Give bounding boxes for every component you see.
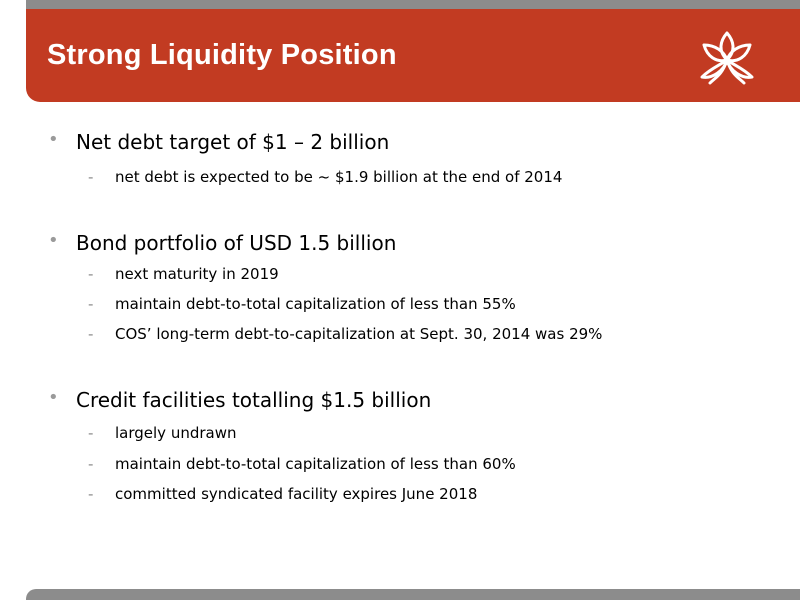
sub-bullet-text: largely undrawn	[115, 424, 237, 442]
bullet-marker: •	[48, 387, 59, 408]
sub-bullet-text: committed syndicated facility expires June 2018	[115, 485, 478, 503]
sub-bullet-marker: -	[88, 485, 94, 503]
bottom-decorative-bar	[26, 589, 800, 600]
sub-bullet-marker: -	[88, 168, 94, 186]
sub-bullet-text: next maturity in 2019	[115, 265, 279, 283]
sub-bullet-marker: -	[88, 455, 94, 473]
sub-bullet-text: maintain debt-to-total capitalization of less than 55%	[115, 295, 516, 313]
bullet-text: Bond portfolio of USD 1.5 billion	[76, 231, 397, 255]
sub-bullet-text: maintain debt-to-total capitalization of less than 60%	[115, 455, 516, 473]
bullet-marker: •	[48, 129, 59, 150]
sub-bullet-text: net debt is expected to be ~ $1.9 billion at the end of 2014	[115, 168, 563, 186]
sub-bullet-marker: -	[88, 325, 94, 343]
bullet-text: Net debt target of $1 – 2 billion	[76, 130, 390, 154]
sub-bullet-marker: -	[88, 265, 94, 283]
bullet-marker: •	[48, 230, 59, 251]
slide-title: Strong Liquidity Position	[47, 39, 397, 71]
sub-bullet-marker: -	[88, 424, 94, 442]
sub-bullet-text: COS’ long-term debt-to-capitalization at Sept. 30, 2014 was 29%	[115, 325, 603, 343]
bullet-text: Credit facilities totalling $1.5 billion	[76, 388, 432, 412]
sub-bullet-marker: -	[88, 295, 94, 313]
